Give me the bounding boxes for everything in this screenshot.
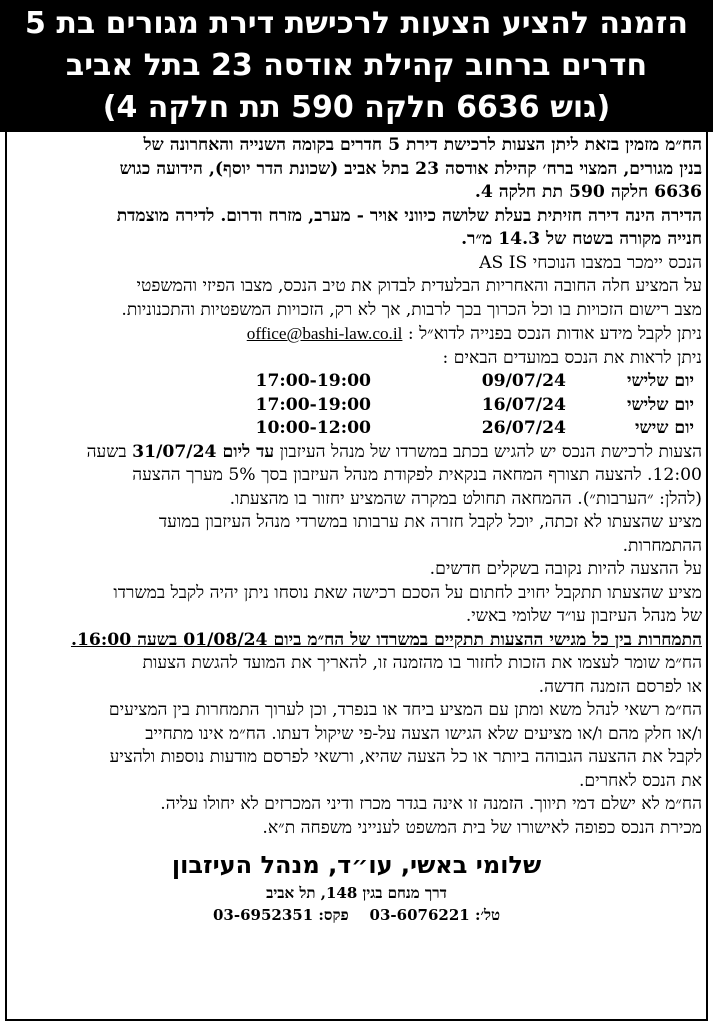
final-line-2: מכירת הנכס כפופה לאישורו של בית המשפט לענייני משפחה ת״א. (262, 817, 702, 838)
visit-day: יום שישי (635, 418, 694, 438)
intro-line-1: הח״מ מזמין בזאת ליתן הצעות לרכישת דירת 5 חדרים בקומה השנייה והאחרונה של (143, 135, 702, 155)
due-diligence-line-1: על המציע חלה החובה והאחריות הבלעדית לבדוק את טיב הנכס, מצבו הפיזי והמשפטי (136, 276, 702, 296)
as-is-prefix: הנכס יימכר במצבו הנוכחי (532, 252, 702, 273)
submission-hour-label: בשעה (86, 441, 127, 462)
as-is-term: AS IS (479, 252, 528, 273)
visit-day: יום שלישי (626, 371, 694, 391)
submission-line-1 (11, 441, 702, 465)
notice-body (11, 134, 702, 926)
phone-number: 03-6076221 (369, 906, 470, 924)
rights-line-1: הח״מ שומר לעצמו את הזכות לחזור בו מהזמנה זו, להאריך את המועד להגשת הצעות (142, 653, 702, 673)
visit-row (201, 394, 694, 418)
headline-line-3: (גוש 6636 חלקה 590 תת חלקה 4) (102, 90, 611, 125)
fax-label: פקס: (318, 906, 349, 924)
contact-numbers (11, 904, 702, 926)
submission-text: הצעות לרכישת הנכס יש להגיש בכתב במשרדו של מנהל העיזבון (279, 441, 702, 462)
signature: שלומי באשי, עו״ד, מנהל העיזבון (171, 851, 542, 879)
guarantee-line-2: ההתמחרות. (622, 535, 702, 556)
contract-line-1: מציע שהצעתו תתקבל יחויב לחתום על הסכם רכישה שאת נוסחו ניתן יהיה לקבל במשרדו (113, 582, 702, 603)
fax-number: 03-6952351 (212, 906, 314, 924)
visit-row (201, 417, 694, 441)
contract-line-2: של מנהל העיזבון עו״ד שלומי באשי. (465, 606, 702, 626)
visit-time: 17:00-19:00 (255, 394, 371, 415)
visit-day: יום שלישי (626, 394, 694, 415)
rights-line-4: ו/או חלק מהם ו/או מציעים שלא הגישו הצעה על-פי שיקול דעתו. הח״מ אינו מתחייב (145, 723, 702, 744)
visit-time: 10:00-12:00 (255, 418, 371, 438)
rights-line-3: הח״מ רשאי לנהל משא ומתן עם המציע ביחד או בנפרד, וכן לערוך התמחרות בין המציעים (108, 700, 702, 720)
final-line-1: הח״מ לא ישלם דמי תיווך. הזמנה זו אינה בגדר מכרז ודיני המכרזים לא יחולו עליה. (160, 794, 702, 814)
visits-intro: ניתן לראות את הנכס במועדים הבאים : (442, 347, 702, 368)
intro-line-2: בנין מגורים, המצוי ברח׳ קהילת אודסה 23 בתל אביב (שכונת הדר יוסף), הידועה כגוש (119, 158, 702, 179)
auction-line: התמחרות בין כל מגישי ההצעות תתקיים במשרדו של הח״מ ביום 01/08/24 בשעה 16:00. (70, 629, 702, 650)
info-line (11, 322, 702, 347)
visit-date: 09/07/24 (481, 371, 566, 391)
submission-deadline: עד ליום 31/07/24 (132, 441, 275, 462)
visit-date: 16/07/24 (481, 394, 566, 415)
phone-label: טל׳: (474, 906, 501, 924)
guarantee-line-1: מציע שהצעתו לא זכתה, יוכל לקבל חזרה את ערבותו במשרדי מנהל העיזבון במועד (158, 512, 702, 532)
as-is-line (11, 252, 702, 276)
rights-line-5: לקבל את ההצעה הגבוהה ביותר או כל הצעה שהיא, ורשאי לפרסם מודעות נוספות ולהציע (109, 747, 702, 767)
submission-line-2: 12:00. להצעה תצורף המחאה בנקאית לפקודת מנהל העיזבון בסך 5% מערך ההצעה (132, 465, 702, 485)
office-address: דרך מנחם בגין 148, תל אביב (266, 884, 447, 902)
email-link[interactable]: office@bashi-law.co.il (246, 324, 403, 343)
visits-table (201, 370, 694, 441)
visit-row (201, 370, 694, 394)
visit-date: 26/07/24 (481, 418, 566, 438)
description-line-1: הדירה הינה דירה חזיתית בעלת שלושה כיווני אויר - מערב, מזרח ודרום. לדירה מוצמדת (116, 205, 702, 226)
notice-headline (0, 0, 713, 132)
description-line-2: חנייה מקורה בשטח של 14.3 מ״ר. (461, 229, 702, 249)
info-prefix: ניתן לקבל מידע אודות הנכס בפנייה לדוא״ל : (407, 324, 702, 344)
intro-line-3: 6636 חלקה 590 תת חלקה 4. (474, 182, 702, 202)
rights-line-6: את הנכס לאחרים. (578, 770, 702, 791)
visit-time: 17:00-19:00 (255, 371, 371, 391)
due-diligence-line-2: מצב רישום הזכויות בו וכל הכרוך בכך לרבות, אך לא רק, הזכויות המשפטיות והתכנוניות. (121, 299, 702, 320)
submission-line-3: (להלן: ״הערבות״). ההמחאה תחולט במקרה שהמציע יחזור בו מהצעתו. (229, 488, 702, 509)
headline-line-1: הזמנה להציע הצעות לרכישת דירת מגורים בת 5 (25, 6, 688, 41)
rights-line-2: או לפרסם הזמנה חדשה. (538, 676, 702, 697)
headline-line-2: חדרים ברחוב קהילת אודסה 23 בתל אביב (65, 48, 648, 83)
currency-line: על ההצעה להיות נקובה בשקלים חדשים. (429, 559, 702, 579)
